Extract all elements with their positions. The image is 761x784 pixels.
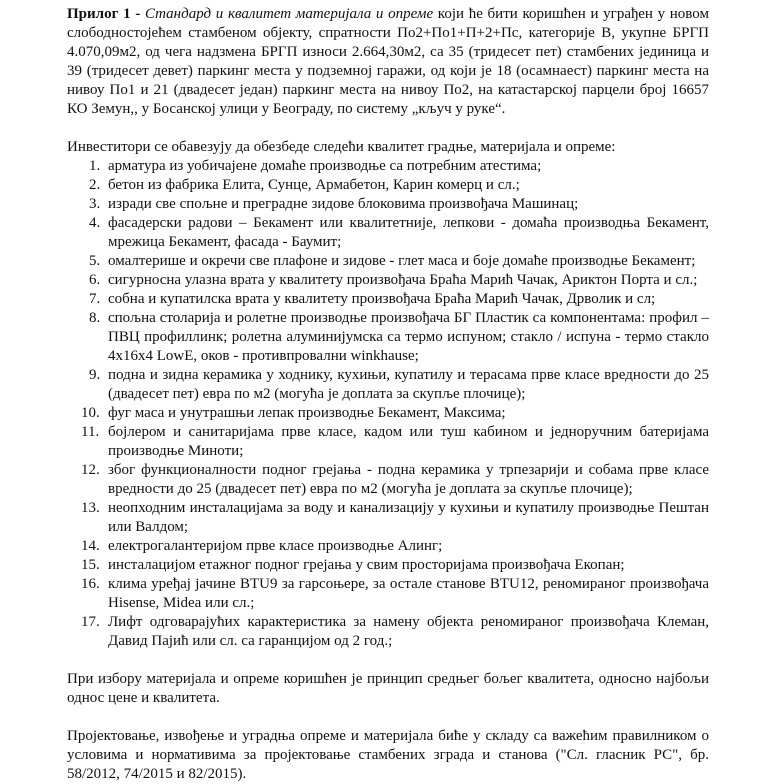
materials-list	[67, 157, 709, 651]
list-item-number: 9.	[89, 367, 101, 383]
list-item	[67, 423, 709, 461]
list-item-text: арматура из уобичајене домаће производње са потребним атестима;	[108, 158, 542, 174]
list-item-text: собна и купатилска врата у квалитету произвођача Браћа Марић Чачак, Дрволик и сл;	[108, 291, 656, 307]
list-item	[67, 366, 709, 404]
list-item-text: електрогалантеријом прве класе производње Алинг;	[108, 538, 443, 554]
list-item	[67, 537, 709, 556]
list-item-number: 2.	[89, 177, 101, 193]
list-item-number: 10.	[81, 405, 100, 421]
list-item-text: клима уређај јачине BTU9 за гарсоњере, за остале станове BTU12, реномираног произвођача Hisense, Midea или сл.;	[108, 576, 709, 611]
list-item-number: 15.	[81, 557, 100, 573]
list-item-text: Лифт одговарајућих карактеристика за намену објекта реномираног произвођача Клеман, Давид Пајић или сл. са гаранцијом од 2 год.;	[108, 614, 709, 649]
list-item-number: 4.	[89, 215, 101, 231]
list-item-number: 6.	[89, 272, 101, 288]
list-item-number: 3.	[89, 196, 101, 212]
intro-paragraph	[67, 5, 709, 119]
list-item-number: 13.	[81, 500, 100, 516]
list-item-text: инсталацијом етажног подног грејања у свим просторијама произвођача Екопан;	[108, 557, 625, 573]
list-item-number: 8.	[89, 310, 101, 326]
appendix-dash: -	[130, 6, 145, 22]
list-item-number: 16.	[81, 576, 100, 592]
list-item-number: 5.	[89, 253, 101, 269]
list-item	[67, 157, 709, 176]
list-item	[67, 575, 709, 613]
list-item-text: због функционалности подног грејања - подна керамика у трпезарији и собама прве класе вредности до 25 (двадесет пет) евра по м2 (могућа је доплата за скупље плочице);	[108, 462, 709, 497]
list-item	[67, 461, 709, 499]
appendix-label: Прилог 1	[67, 6, 131, 22]
list-item-text: подна и зидна керамика у ходнику, кухињи, купатилу и терасама прве класе вредности до 25 (двадесет пет) евра по м2 (могућа је доплата за скупље плочице);	[108, 367, 709, 402]
list-item-text: изради све спољне и преградне зидове блоковима произвођача Машинац;	[108, 196, 579, 212]
list-item	[67, 271, 709, 290]
list-item	[67, 613, 709, 651]
list-item	[67, 252, 709, 271]
list-item-text: сигурносна улазна врата у квалитету произвођача Браћа Марић Чачак, Ариктон Порта и сл.;	[108, 272, 698, 288]
list-item-text: фуг маса и унутрашњи лепак производње Бекамент, Максима;	[108, 405, 506, 421]
list-item-text: фасадерски радови – Бекамент или квалитетније, лепкови - домаћа производња Бекамент, мрежица Бекамент, фасада - Баумит;	[108, 215, 709, 250]
list-item	[67, 309, 709, 366]
list-item-text: бојлером и санитаријама прве класе, кадом или туш кабином и једноручним батеријама производње Миноти;	[108, 424, 709, 459]
list-item-number: 11.	[81, 424, 100, 440]
list-item-number: 7.	[89, 291, 101, 307]
list-item-number: 17.	[81, 614, 100, 630]
list-item-number: 12.	[81, 462, 100, 478]
list-item-text: спољна столарија и ролетне производње произвођача БГ Пластик са компонентама: профил – ПВЦ профиллинк; ролетна алуминијумска са термо испуном; стакло / испуна - термо стакло 4х16х4 LowE, оков - противпровални winkhause;	[108, 310, 709, 364]
list-item-text: неопходним инсталацијама за воду и канализацију у кухињи и купатилу производње Пештан или Валдом;	[108, 500, 709, 535]
list-item	[67, 404, 709, 423]
regulations-paragraph: Пројектовање, извођење и уградња опреме и материјала биће у складу са важећим правилником о условима и нормативима за пројектовање стамбених зграда и станова ("Сл. гласник РС", бр. 58/2012, 74/2015 и 82/2015).	[67, 728, 709, 782]
list-item-text: омалтерише и окречи све плафоне и зидове - глет маса и боје домаће производње Бекамент;	[108, 253, 696, 269]
list-item-number: 14.	[81, 538, 100, 554]
list-item	[67, 176, 709, 195]
list-item	[67, 499, 709, 537]
list-item	[67, 556, 709, 575]
list-item	[67, 195, 709, 214]
intro-text: који ће бити коришћен и уграђен у новом слободностојећем стамбеном објекту, спратности По2+По1+П+2+Пс, категорије В, укупне БРГП 4.070,09м2, од чега надзмена БРГП износи 2.664,30м2, са 35 (тридесет пет) стамбених јединица и 39 (тридесет девет) паркинг места у подземној гаражи, од који је 18 (осамнаест) паркинг места на нивоу По1 и 21 (двадесет један) паркинг места на нивоу По2, на катастарској парцели број 16657 КО Земун,, у Босанској улици у Београду, по систему „кључ у руке“.	[67, 6, 709, 117]
list-item-number: 1.	[89, 158, 101, 174]
list-item-text: бетон из фабрика Елита, Сунце, Армабетон, Карин комерц и сл.;	[108, 177, 520, 193]
list-item	[67, 290, 709, 309]
list-item	[67, 214, 709, 252]
appendix-title: Стандард и квалитет материјала и опреме	[144, 6, 434, 22]
quality-principle-paragraph: При избору материјала и опреме коришћен је принцип средњег бољег квалитета, односно најбољи однос цене и квалитета.	[67, 671, 709, 706]
lead-sentence: Инвеститори се обавезују да обезбеде следећи квалитет градње, материјала и опреме:	[67, 139, 616, 155]
